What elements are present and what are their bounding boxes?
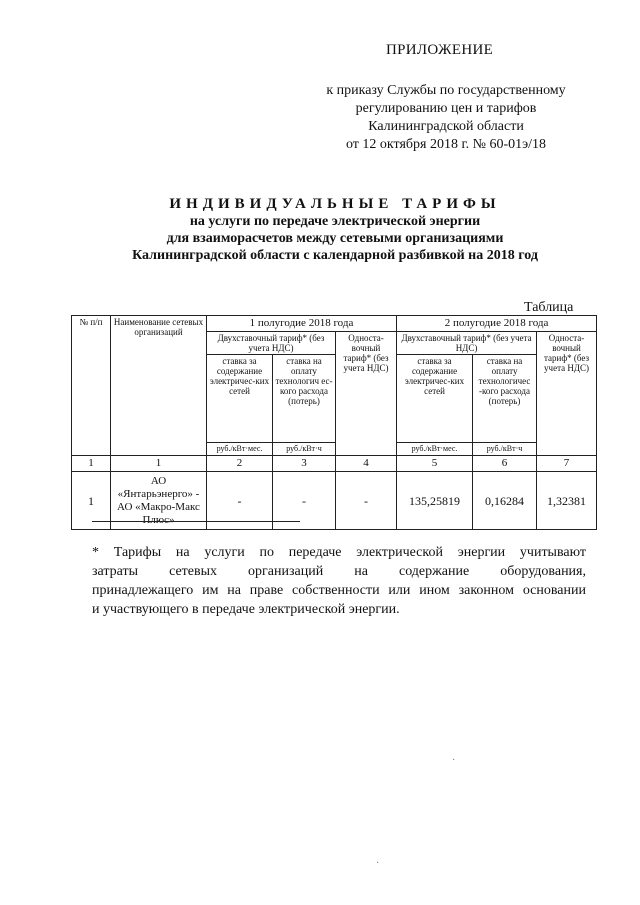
table-label: Таблица [524, 300, 574, 315]
footnote-line: * Тарифы на услуги по передаче электрической энергии учитывают [92, 545, 586, 560]
row-h2-maint: 135,25819 [397, 472, 473, 530]
header-one-rate-2: Односта-вочный тариф* (без учета НДС) [537, 332, 597, 456]
row-h1-loss: - [273, 472, 336, 530]
header-num: № п/п [72, 316, 111, 456]
unit-cell: руб./кВт·ч [273, 443, 336, 456]
column-number: 1 [111, 456, 207, 472]
column-number: 4 [336, 456, 397, 472]
column-number: 6 [473, 456, 537, 472]
title-line-4: Калининградской области с календарной разбивкой на 2018 год [132, 248, 538, 263]
header-loss-2: ставка на оплату технологичес -кого расхода (потерь) [473, 355, 537, 443]
header-maint-1: ставка за содержание электричес-ких сетей [207, 355, 273, 443]
row-org: АО «Янтарьэнерго» - АО «Макро-Макс Плюс» [111, 472, 207, 530]
row-num: 1 [72, 472, 111, 530]
column-number: 1 [72, 456, 111, 472]
row-h2-loss: 0,16284 [473, 472, 537, 530]
footnote-divider [92, 521, 300, 522]
scan-speck: · [376, 858, 380, 869]
scan-speck: · [452, 755, 456, 766]
order-line: Калининградской области [368, 119, 524, 134]
header-org: Наименование сетевых организаций [111, 316, 207, 456]
appendix-label: ПРИЛОЖЕНИЕ [386, 42, 494, 58]
header-loss-1: ставка на оплату технологич ес-кого расхода (потерь) [273, 355, 336, 443]
order-reference [290, 82, 602, 154]
column-number-row [72, 456, 597, 472]
order-line: от 12 октября 2018 г. № 60-01э/18 [345, 137, 547, 152]
footnote [92, 543, 586, 619]
title-line-1: ИНДИВИДУАЛЬНЫЕ ТАРИФЫ [169, 196, 501, 212]
row-h1-maint: - [207, 472, 273, 530]
footnote-line: принадлежащего им на праве собственности или ином законном основании [92, 583, 586, 598]
order-line: регулированию цен и тарифов [355, 101, 537, 116]
header-two-rate-2: Двухставочный тариф* (без учета НДС) [397, 332, 537, 355]
header-two-rate-1: Двухставочный тариф* (без учета НДС) [207, 332, 336, 355]
footnote-line: и участвующего в передаче электрической энергии. [92, 602, 400, 617]
unit-cell: руб./кВт·мес. [207, 443, 273, 456]
column-number: 5 [397, 456, 473, 472]
header-half-1: 1 полугодие 2018 года [207, 316, 397, 332]
header-one-rate-1: Односта-вочный тариф* (без учета НДС) [336, 332, 397, 456]
document-title [70, 196, 600, 264]
row-h2-single: 1,32381 [537, 472, 597, 530]
order-line: к приказу Службы по государственному [326, 83, 566, 98]
column-number: 3 [273, 456, 336, 472]
column-number: 7 [537, 456, 597, 472]
header-maint-2: ставка за содержание электричес-ких сетей [397, 355, 473, 443]
title-line-3: для взаиморасчетов между сетевыми организациями [166, 231, 504, 246]
title-line-2: на услуги по передаче электрической энергии [189, 214, 481, 229]
column-number: 2 [207, 456, 273, 472]
footnote-line: затраты сетевых организаций на содержание оборудования, [92, 564, 586, 579]
unit-cell: руб./кВт·мес. [397, 443, 473, 456]
row-h1-single: - [336, 472, 397, 530]
tariff-table [71, 315, 597, 530]
table-header-row [72, 316, 597, 332]
unit-cell: руб./кВт·ч [473, 443, 537, 456]
header-half-2: 2 полугодие 2018 года [397, 316, 597, 332]
